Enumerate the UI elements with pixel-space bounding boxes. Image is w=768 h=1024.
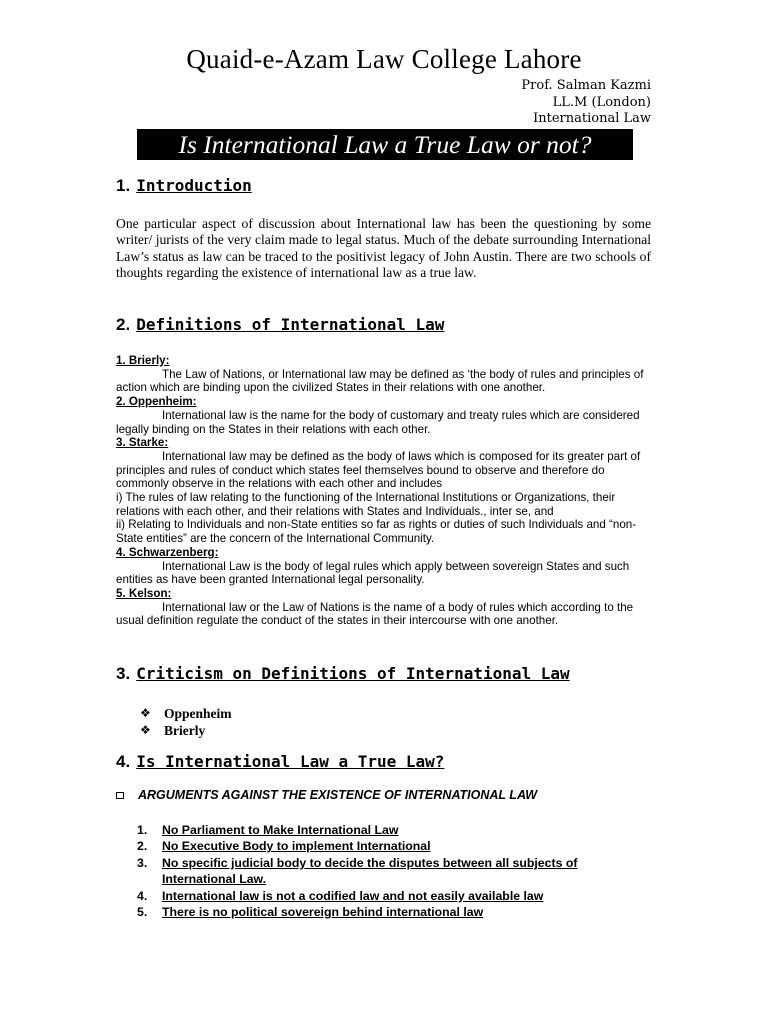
list-item-number: 1. bbox=[137, 823, 148, 837]
subject-name: International Law bbox=[533, 111, 651, 126]
college-title: Quaid-e-Azam Law College Lahore bbox=[186, 44, 582, 74]
section-heading-criticism bbox=[116, 664, 570, 684]
section-heading-true-law bbox=[116, 752, 444, 772]
definitions-list bbox=[116, 354, 656, 628]
definition-text: International law is the name for the body of customary and treaty rules which are considered legally binding on the States in their relations with each other. bbox=[116, 408, 640, 436]
list-item-label: No Parliament to Make International Law bbox=[162, 823, 399, 837]
section-title: Introduction bbox=[136, 176, 252, 195]
list-item-label: Brierly bbox=[164, 723, 206, 738]
introduction-paragraph: One particular aspect of discussion about International law has been the questioning by some writer/ jurists of the very claim made to legal status. Much of the debate surrounding International Law’s status as law can be traced to the positivist legacy of John Austin. There are two schools of thoughts regarding the existence of international law as a true law. bbox=[116, 216, 651, 280]
arguments-list bbox=[137, 822, 607, 920]
definition-subpoint: ii) Relating to Individuals and non-State entities so far as rights or duties of such Individuals and “non-State entities” are the concern of the International Community. bbox=[116, 518, 637, 546]
author-block bbox=[521, 78, 651, 128]
author-degree: LL.M (London) bbox=[552, 94, 651, 110]
definition-subpoint: i) The rules of law relating to the functioning of the International Institutions or Organizations, their relations with each other, and their relations with States and Individuals., inter se, and bbox=[116, 491, 616, 518]
list-item-number: 2. bbox=[137, 839, 148, 854]
list-item-number: 3. bbox=[137, 855, 148, 870]
list-item-label: No specific judicial body to decide the disputes between all subjects of International Law. bbox=[162, 855, 578, 887]
list-item-label: International law is not a codified law and not easily available law bbox=[162, 888, 544, 903]
section-number: 2. bbox=[116, 315, 131, 334]
diamond-bullet-icon: ❖ bbox=[140, 706, 151, 720]
list-item-label: There is no political sovereign behind international law bbox=[162, 905, 484, 920]
section-number: 3. bbox=[116, 664, 131, 683]
list-item bbox=[137, 855, 607, 888]
definition-starke bbox=[116, 436, 656, 546]
definition-text: The Law of Nations, or International law may be defined as ‘the body of rules and principles of action which are binding upon the civilized States in their relations with one another. bbox=[116, 367, 644, 395]
definition-name: 2. Oppenheim: bbox=[116, 395, 197, 409]
section-title: Criticism on Definitions of International Law bbox=[136, 664, 570, 683]
criticism-list bbox=[140, 705, 232, 739]
section-title: Definitions of International Law bbox=[136, 315, 445, 334]
definition-name: 4. Schwarzenberg: bbox=[116, 545, 219, 559]
list-item bbox=[137, 888, 607, 904]
definition-name: 3. Starke: bbox=[116, 436, 169, 450]
definition-text: International Law is the body of legal rules which apply between sovereign States and such entities as have been granted International legal personality. bbox=[116, 559, 630, 587]
list-item bbox=[140, 722, 232, 739]
square-bullet-icon bbox=[116, 792, 124, 799]
definition-text: International law or the Law of Nations is the name of a body of rules which according to the usual definition regulate the conduct of the states in their intercourse with one another. bbox=[116, 600, 634, 628]
list-item-number: 5. bbox=[137, 905, 148, 920]
section-number: 1. bbox=[116, 176, 131, 195]
author-name: Prof. Salman Kazmi bbox=[521, 78, 651, 93]
main-title: Is International Law a True Law or not? bbox=[137, 129, 633, 160]
diamond-bullet-icon: ❖ bbox=[140, 723, 151, 737]
definition-oppenheim bbox=[116, 395, 656, 436]
arguments-heading-label: ARGUMENTS AGAINST THE EXISTENCE OF INTERNATIONAL LAW bbox=[138, 788, 538, 802]
definition-schwarzenberg bbox=[116, 546, 656, 587]
section-heading-definitions bbox=[116, 315, 444, 335]
list-item bbox=[137, 904, 607, 920]
list-item bbox=[140, 705, 232, 722]
definition-text: International law may be defined as the body of laws which is composed for its greater part of principles and rules of conduct which states feel themselves bound to observe and therefore do commonly observe in the relations with each other and includes bbox=[116, 449, 641, 491]
definition-brierly bbox=[116, 354, 656, 395]
list-item-label: No Executive Body to implement International bbox=[162, 839, 431, 854]
definition-name: 1. Brierly: bbox=[116, 354, 170, 367]
definition-name: 5. Kelson: bbox=[116, 586, 172, 600]
list-item-label: Oppenheim bbox=[164, 706, 232, 721]
section-title: Is International Law a True Law? bbox=[136, 752, 445, 771]
definition-kelson bbox=[116, 587, 656, 628]
section-number: 4. bbox=[116, 752, 131, 771]
list-item bbox=[137, 822, 607, 838]
list-item-number: 4. bbox=[137, 888, 148, 903]
list-item bbox=[137, 838, 607, 854]
arguments-heading bbox=[116, 787, 537, 803]
section-heading-introduction bbox=[116, 176, 252, 196]
